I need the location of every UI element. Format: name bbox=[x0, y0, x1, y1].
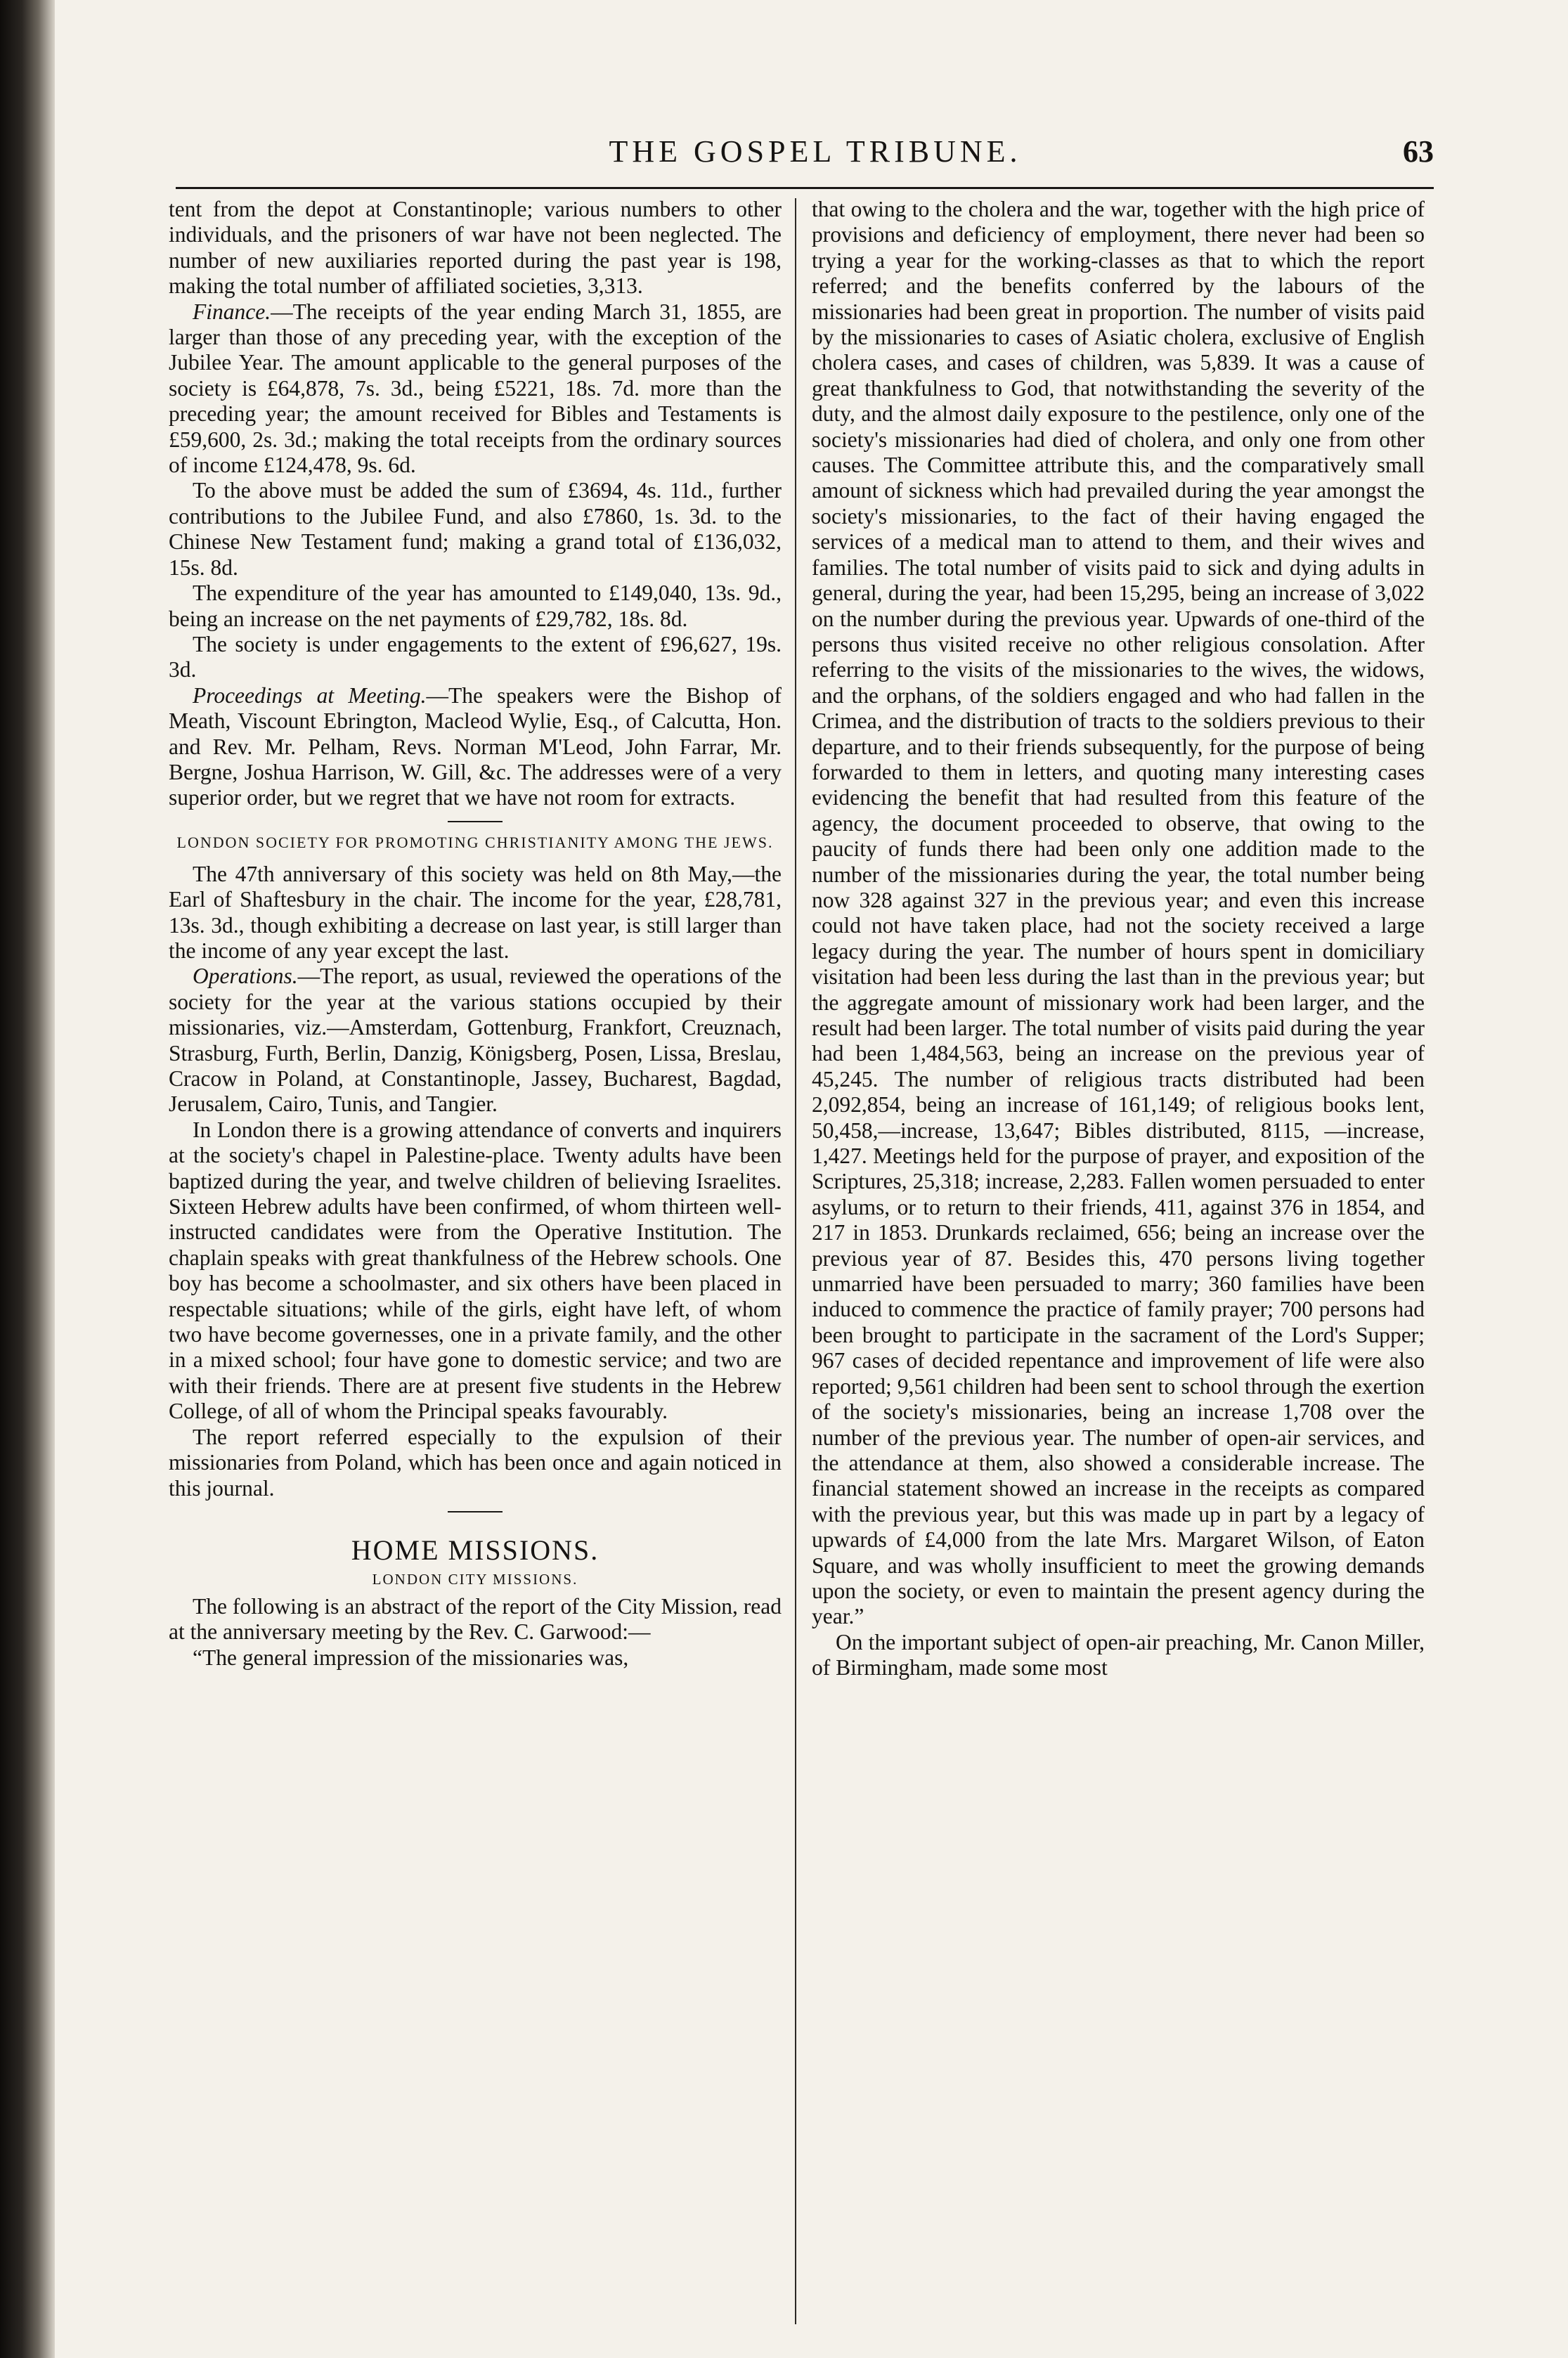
jews-society-heading: LONDON SOCIETY FOR PROMOTING CHRISTIANITY AMONG THE JEWS. bbox=[176, 833, 774, 851]
paragraph: The expenditure of the year has amounted to £149,040, 13s. 9d., being an increase on the net payments of £29,782, 18s. 8d. bbox=[169, 581, 782, 631]
left-column bbox=[169, 197, 782, 2326]
page-binding-edge bbox=[0, 0, 55, 2358]
paragraph: tent from the depot at Constantinople; various numbers to other individuals, and the prisoners of war have not been neglected. The number of new auxiliaries reported during the past year is 198, making the total number of affiliated societies, 3,313. bbox=[169, 197, 782, 299]
paragraph-finance bbox=[169, 299, 782, 479]
paragraph: In London there is a growing attendance of converts and inquirers at the society's chapel in Palestine-place. Twenty adults have been baptized during the year, and twelve children of believing Israelites. Sixteen Hebrew adults have been confirmed, of whom thirteen well-instructed candidates were from the Operative Institution. The chaplain speaks with great thankfulness of the Hebrew schools. One boy has become a schoolmaster, and six others have been placed in respectable situations; while of the girls, eight have left, of whom two have become governesses, one in a private family, and the other in a mixed school; four have gone to domestic service; and two are with their friends. There are at present five students in the Hebrew College, of all of whom the Principal speaks favourably. bbox=[169, 1117, 782, 1424]
page-number: 63 bbox=[1403, 134, 1434, 169]
paragraph-proceedings bbox=[169, 683, 782, 811]
paragraph: To the above must be added the sum of £3694, 4s. 11d., further contributions to the Jubilee Fund, and also £7860, 1s. 3d. to the Chinese New Testament fund; making a grand total of £136,032, 15s. 8d. bbox=[169, 478, 782, 580]
paragraph: “The general impression of the missionaries was, bbox=[193, 1645, 629, 1670]
running-title: THE GOSPEL TRIBUNE. bbox=[609, 134, 1022, 169]
lead-proceedings: Proceedings at Meeting. bbox=[193, 682, 427, 708]
paragraph: The society is under engagements to the extent of £96,627, 19s. 3d. bbox=[169, 631, 782, 682]
column-divider bbox=[795, 198, 796, 2324]
paragraph: On the important subject of open-air preaching, Mr. Canon Miller, of Birmingham, made some most bbox=[812, 1629, 1425, 1680]
paragraph: The report referred especially to the expulsion of their missionaries from Poland, which has been once and again noticed in this journal. bbox=[169, 1424, 782, 1501]
section-divider bbox=[448, 821, 503, 822]
proceedings-text: —The speakers were the Bishop of Meath, Viscount Ebrington, Macleod Wylie, Esq., of Calcutta, Hon. and Rev. Mr. Pelham, Revs. Norman M'Leod, John Farrar, Mr. Bergne, Joshua Harrison, W. Gill, &c. The addresses were of a very superior order, but we regret that we have not room for extracts. bbox=[169, 682, 782, 810]
header-rule bbox=[176, 187, 1434, 189]
section-divider bbox=[448, 1511, 503, 1512]
right-column bbox=[812, 197, 1425, 2326]
lead-finance: Finance. bbox=[193, 299, 271, 324]
page-header bbox=[169, 134, 1434, 183]
city-missions-heading: LONDON CITY MISSIONS. bbox=[372, 1570, 578, 1588]
paragraph-operations bbox=[169, 964, 782, 1117]
paragraph: The 47th anniversary of this society was held on 8th May,—the Earl of Shaftesbury in the chair. The income for the year, £28,781, 13s. 3d., though exhibiting a decrease on last year, is still larger than the income of any year except the last. bbox=[169, 861, 782, 963]
paragraph: that owing to the cholera and the war, together with the high price of provisions and deficiency of employment, there never had been so trying a year for the working-classes as that to which the report referred; and the benefits conferred by the labours of the missionaries had been great in proportion. The number of visits paid by the missionaries to cases of Asiatic cholera, exclusive of English cholera cases, and cases of children, was 5,839. It was a cause of great thankfulness to God, that notwithstanding the severity of the duty, and the almost daily exposure to the pestilence, only one of the society's missionaries had died of cholera, and only one from other causes. The Committee attribute this, and the comparatively small amount of sickness which had prevailed during the year amongst the society's missionaries, to the fact of their having engaged the services of a medical man to attend to them, and their wives and families. The total number of visits paid to sick and dying adults in general, during the year, had been 15,295, being an increase of 3,022 on the number during the previous year. Upwards of one-third of the persons thus visited receive no other religious consolation. After referring to the visits of the missionaries to the wives, the widows, and the orphans, of the soldiers engaged and who had fallen in the Crimea, and the distribution of tracts to the soldiers previous to their departure, and to their friends subsequently, for the purpose of being forwarded to them in letters, and quoting many interesting cases evidencing the benefit that had resulted from this feature of the agency, the document proceeded to observe, that owing to the paucity of funds there had been only one addition made to the number of the missionaries during the year, the total number being now 328 against 327 in the previous year; and even this increase could not have taken place, had not the society received a large legacy during the year. The number of hours spent in domiciliary visitation had been less during the last than in the previous year; but the aggregate amount of missionary work had been larger, and the result had been larger. The total number of visits paid during the year had been 1,484,563, being an increase on the previous year of 45,245. The number of religious tracts distributed had been 2,092,854, being an increase of 161,149; of religious books lent, 50,458,—increase, 13,647; Bibles distributed, 8115, —increase, 1,427. Meetings held for the purpose of prayer, and exposition of the Scriptures, 25,318; increase, 2,283. Fallen women persuaded to enter asylums, or to return to their friends, 411, against 376 in 1854, and 217 in 1853. Drunkards reclaimed, 656; being an increase over the previous year of 87. Besides this, 470 persons living together unmarried have been persuaded to marry; 360 families have been induced to commence the practice of family prayer; 700 persons had been brought to participate in the sacrament of the Lord's Supper; 967 cases of decided repentance and improvement of life were also reported; 9,561 children had been sent to school through the exertion of the society's missionaries, being an increase 1,708 over the number of the previous year. The number of open-air services, and the attendance at them, also showed a considerable increase. The financial statement showed an increase in the receipts as compared with the previous year, but this was made up in part by a legacy of upwards of £4,000 from the late Mrs. Margaret Wilson, of Eaton Square, and was wholly insufficient to meet the growing demands upon the society, or even to maintain the present agency during the year.” bbox=[812, 197, 1425, 1629]
home-missions-title: HOME MISSIONS. bbox=[351, 1534, 600, 1566]
finance-text: —The receipts of the year ending March 31, 1855, are larger than those of any preceding year, with the exception of the Jubilee Year. The amount applicable to the general purposes of the society is £64,878, 7s. 3d., being £5221, 18s. 7d. more than the preceding year; the amount received for Bibles and Testaments is £59,600, 2s. 3d.; making the total receipts from the ordinary sources of income £124,478, 9s. 6d. bbox=[169, 299, 782, 478]
lead-operations: Operations. bbox=[193, 964, 298, 989]
operations-text: —The report, as usual, reviewed the operations of the society for the year at the various stations occupied by their missionaries, viz.—Amsterdam, Gottenburg, Frankfort, Creuznach, Strasburg, Furth, Berlin, Danzig, Königsberg, Posen, Lissa, Breslau, Cracow in Poland, at Constantinople, Jassey, Bucharest, Bagdad, Jerusalem, Cairo, Tunis, and Tangier. bbox=[169, 964, 782, 1117]
paragraph: The following is an abstract of the report of the City Mission, read at the anniversary meeting by the Rev. C. Garwood:— bbox=[169, 1593, 782, 1645]
